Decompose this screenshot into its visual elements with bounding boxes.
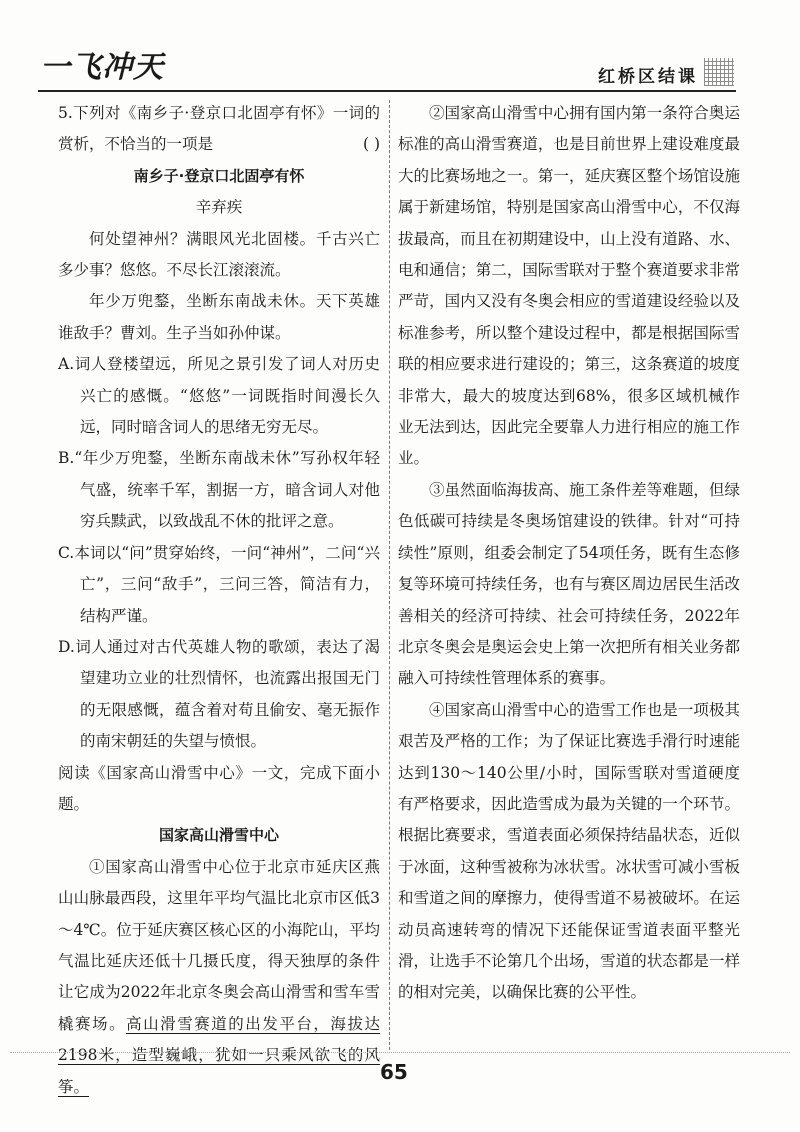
header-rule: [38, 90, 736, 92]
option-b: B.“年少万兜鍪，坐断东南战未休”写孙权年轻气盛，统率千军，割据一方，暗含词人对他穷兵黩武，以致战乱不休的批评之意。: [58, 449, 380, 531]
left-column: [58, 98, 380, 1103]
district-tag: 红桥区结课: [598, 67, 698, 87]
footer-rule: [10, 1052, 790, 1053]
poem-title: 南乡子·登京口北固亭有怀: [133, 166, 305, 185]
poem-line: 年少万兜鍪，坐断东南战未休。天下英雄谁敌手？曹刘。生子当如孙仲谋。: [58, 292, 380, 342]
right-column: [398, 98, 740, 1009]
article-title: 国家高山滑雪中心: [158, 826, 279, 845]
column-divider: [389, 100, 390, 1050]
article-paragraph-2: ②国家高山滑雪中心拥有国内第一条符合奥运标准的高山滑雪赛道，也是目前世界上建设难度最大的比赛场地之一。第一，延庆赛区整个场馆设施属于新建场馆，特别是国家高山滑雪中心，不仅海拔最高，而且在初期建设中，山上没有道路、水、电和通信；第二，国际雪联对于整个赛道要求非常严苛，国内又没有冬奥会相应的雪道建设经验以及标准参考，所以整个建设过程中，都是根据国际雪联的相应要求进行建设的；第三，这条赛道的坡度非常大，最大的坡度达到68%，很多区域机械作业无法到达，因此完全要靠人力进行相应的施工作业。: [398, 104, 740, 468]
reading-instruction: 阅读《国家高山滑雪中心》一文，完成下面小题。: [58, 763, 380, 813]
question-stem: 5.下列对《南乡子·登京口北固亭有怀》一词的赏析，不恰当的一项是: [58, 104, 380, 154]
option-d: D.词人通过对古代英雄人物的歌颂，表达了渴望建功立业的壮烈情怀，也流露出报国无门的无限感慨，蕴含着对苟且偷安、毫无振作的南宋朝廷的失望与愤恨。: [58, 637, 380, 751]
article-paragraph-3: ③虽然面临海拔高、施工条件差等难题，但绿色低碳可持续是冬奥场馆建设的铁律。针对“可持续性”原则，组委会制定了54项任务，既有生态修复等环境可持续任务，也有与赛区周边居民生活改善相关的经济可持续、社会可持续任务，2022年北京冬奥会是奥运会史上第一次把所有相关业务都融入可持续性管理体系的赛事。: [398, 480, 740, 688]
poem-author: 辛弃疾: [195, 198, 243, 217]
header-grid-decoration: [704, 58, 734, 86]
page-number: 65: [380, 1060, 408, 1084]
answer-blank: ( ): [362, 135, 380, 154]
brand-logo-text: 一飞冲天: [40, 50, 164, 85]
option-a: A.词人登楼望远，所见之景引发了词人对历史兴亡的感慨。“悠悠”一词既指时间漫长久远，同时暗含词人的思绪无穷无尽。: [58, 355, 380, 437]
page-header: [0, 0, 800, 98]
option-c: C.本词以“问”贯穿始终，一问“神州”，二问“兴亡”，三问“敌手”，三问三答，简洁有力，结构严谨。: [58, 543, 380, 625]
underlined-sentence: 高山滑雪赛道的出发平台，海拔达2198米，造型巍峨，犹如一只乘风欲飞的风筝。: [58, 1014, 380, 1096]
article-paragraph-1: ①国家高山滑雪中心位于北京市延庆区燕山山脉最西段，这里年平均气温比北京市区低3～4℃。位于延庆赛区核心区的小海陀山，平均气温比延庆还低十几摄氏度，得天独厚的条件让它成为2022年北京冬奥会高山滑雪和雪车雪橇赛场。高山滑雪赛道的出发平台，海拔达2198米，造型巍峨，犹如一只乘风欲飞的风筝。: [58, 857, 380, 1096]
article-paragraph-4: ④国家高山滑雪中心的造雪工作也是一项极其艰苦及严格的工作；为了保证比赛选手滑行时速能达到130～140公里/小时，国际雪联对雪道硬度有严格要求，因此造雪成为最为关键的一个环节。根据比赛要求，雪道表面必须保持结晶状态，近似于冰面，这种雪被称为冰状雪。冰状雪可减小雪板和雪道之间的摩擦力，使得雪道不易被破坏。在运动员高速转弯的情况下还能保证雪道表面平整光滑，让选手不论第几个出场，雪道的状态都是一样的相对完美，以确保比赛的公平性。: [398, 700, 740, 1002]
poem-line: 何处望神州？满眼风光北固楼。千古兴亡多少事？悠悠。不尽长江滚滚流。: [58, 229, 380, 280]
